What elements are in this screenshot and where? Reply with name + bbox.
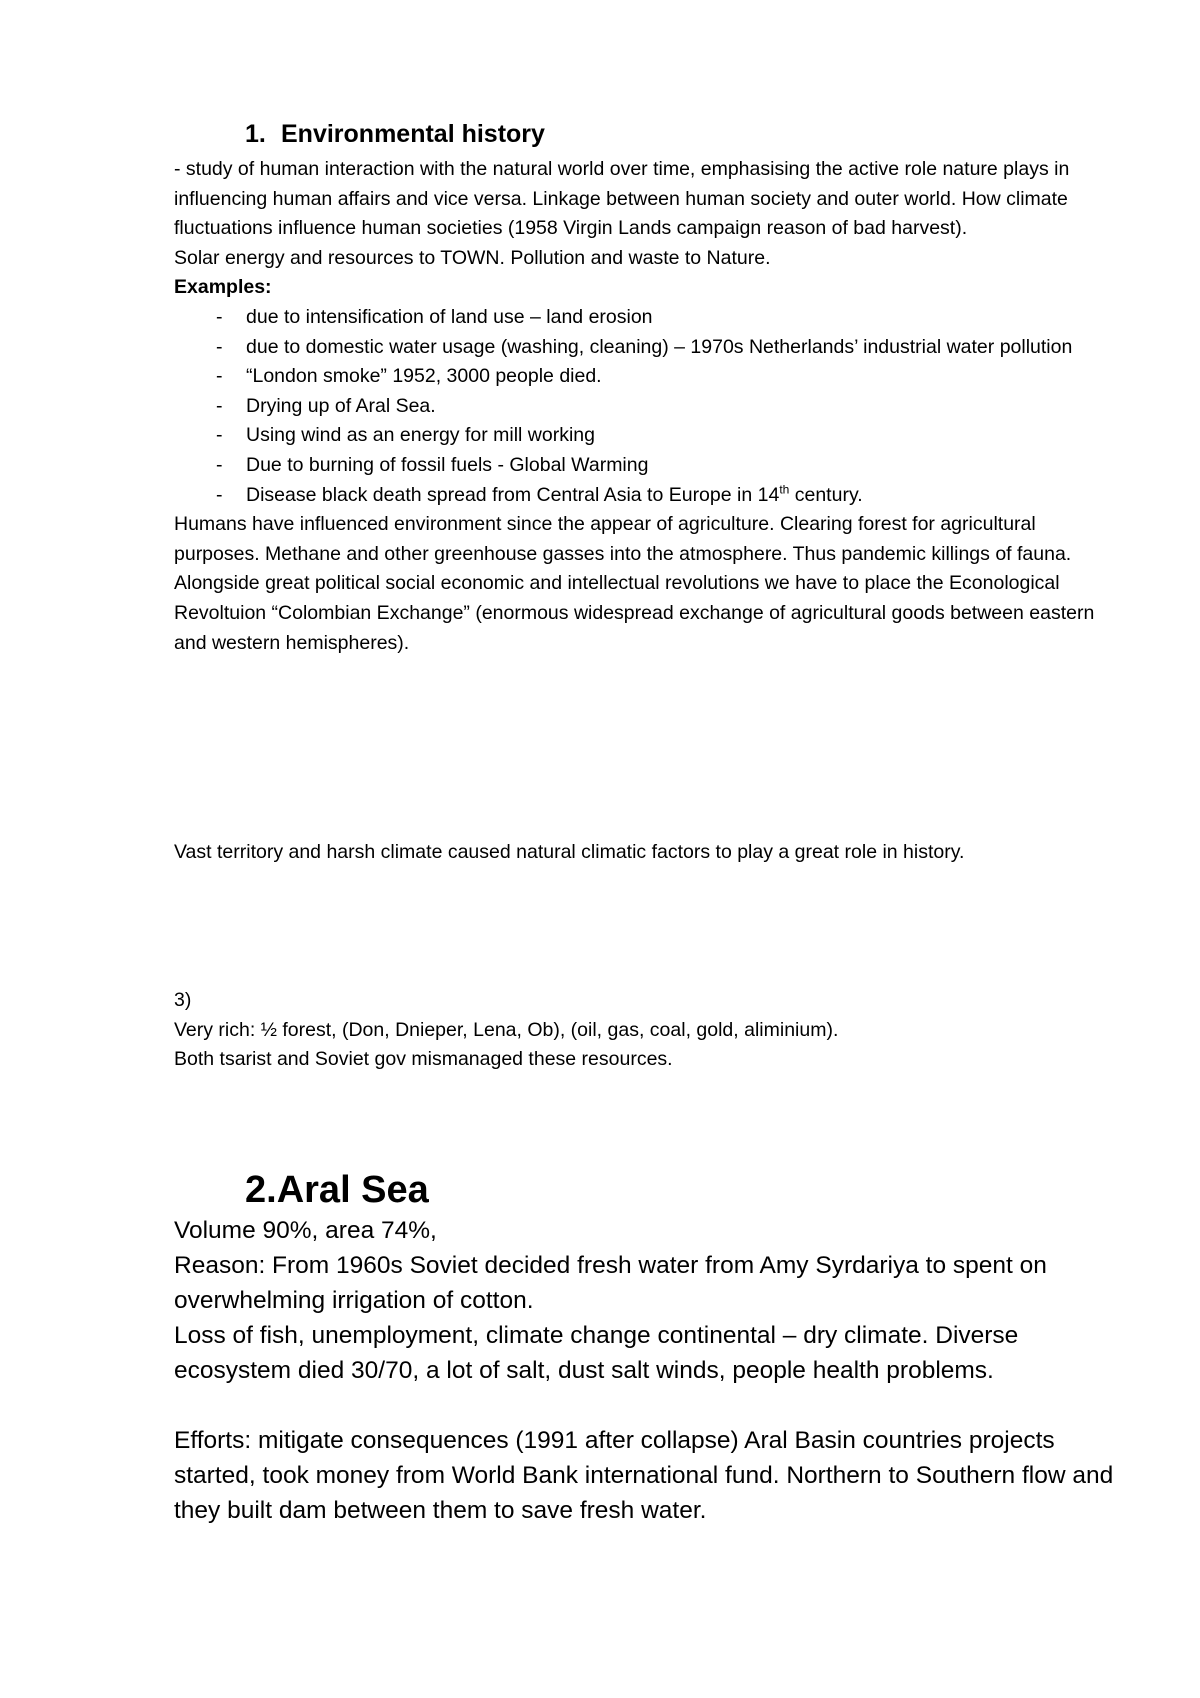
bullet-dash: -	[216, 424, 223, 447]
example-item: - Drying up of Aral Sea.	[174, 392, 1120, 422]
bullet-dash: -	[216, 335, 223, 358]
example-item: - due to intensification of land use – land erosion	[174, 303, 1120, 333]
section-1-number: 1.	[245, 120, 266, 148]
bullet-dash: -	[216, 394, 223, 417]
efforts-paragraph: Efforts: mitigate consequences (1991 after collapse) Aral Basin countries projects started, took money from World Bank international fund. Northern to Southern flow and they built dam between them to save fresh water.	[174, 1427, 1114, 1524]
example-item: - Using wind as an energy for mill working	[174, 421, 1120, 451]
section-1-body	[174, 155, 1120, 658]
examples-list	[174, 303, 1120, 510]
solar-energy-line: Solar energy and resources to TOWN. Pollution and waste to Nature.	[174, 246, 771, 269]
section-1-title: Environmental history	[281, 120, 545, 148]
definition-paragraph: - study of human interaction with the natural world over time, emphasising the active role nature plays in influencing human affairs and vice versa. Linkage between human society and outer world. How climate fluctuations influence human societies (1958 Virgin Lands campaign reason of bad harvest).	[174, 158, 1070, 240]
section-2-number: 2.	[245, 1169, 277, 1211]
bullet-dash: -	[216, 305, 223, 328]
item-3-block	[174, 986, 1120, 1075]
section-2-heading	[245, 1167, 429, 1213]
humans-paragraph: Humans have influenced environment since the appear of agriculture. Clearing forest for agricultural purposes. Methane and other greenhouse gasses into the atmosphere. Thus pandemic killings of fauna.	[174, 513, 1072, 565]
bullet-dash: -	[216, 453, 223, 476]
item-3-rich-line: Very rich: ½ forest, (Don, Dnieper, Lena, Ob), (oil, gas, coal, gold, aliminium).	[174, 1018, 839, 1041]
vast-territory-paragraph: Vast territory and harsh climate caused natural climatic factors to play a great role in history.	[174, 841, 965, 863]
item-3-label: 3)	[174, 989, 192, 1011]
section-2-title: Aral Sea	[276, 1169, 429, 1211]
examples-label: Examples:	[174, 276, 272, 299]
example-item: - due to domestic water usage (washing, cleaning) – 1970s Netherlands’ industrial water pollution	[174, 333, 1120, 363]
example-item: - “London smoke” 1952, 3000 people died.	[174, 362, 1120, 392]
item-3-mismanaged-line: Both tsarist and Soviet gov mismanaged these resources.	[174, 1048, 673, 1071]
example-item: - Due to burning of fossil fuels - Global Warming	[174, 451, 1120, 481]
example-item: - Disease black death spread from Central Asia to Europe in 14th century.	[174, 481, 1120, 511]
superscript-th: th	[779, 482, 790, 497]
loss-paragraph: Loss of fish, unemployment, climate change continental – dry climate. Diverse ecosystem died 30/70, a lot of salt, dust salt winds, people health problems.	[174, 1322, 1019, 1384]
bullet-dash: -	[216, 365, 223, 388]
alongside-paragraph: Alongside great political social economic and intellectual revolutions we have to place the Econological Revoltuion “Colombian Exchange” (enormous widespread exchange of agricultural goods between eastern and western hemispheres).	[174, 572, 1095, 654]
reason-paragraph: Reason: From 1960s Soviet decided fresh water from Amy Syrdariya to spent on overwhelming irrigation of cotton.	[174, 1252, 1047, 1314]
section-1-heading	[245, 118, 545, 150]
volume-line: Volume 90%, area 74%,	[174, 1217, 437, 1244]
section-2-body	[174, 1213, 1120, 1388]
bullet-dash: -	[216, 483, 223, 506]
